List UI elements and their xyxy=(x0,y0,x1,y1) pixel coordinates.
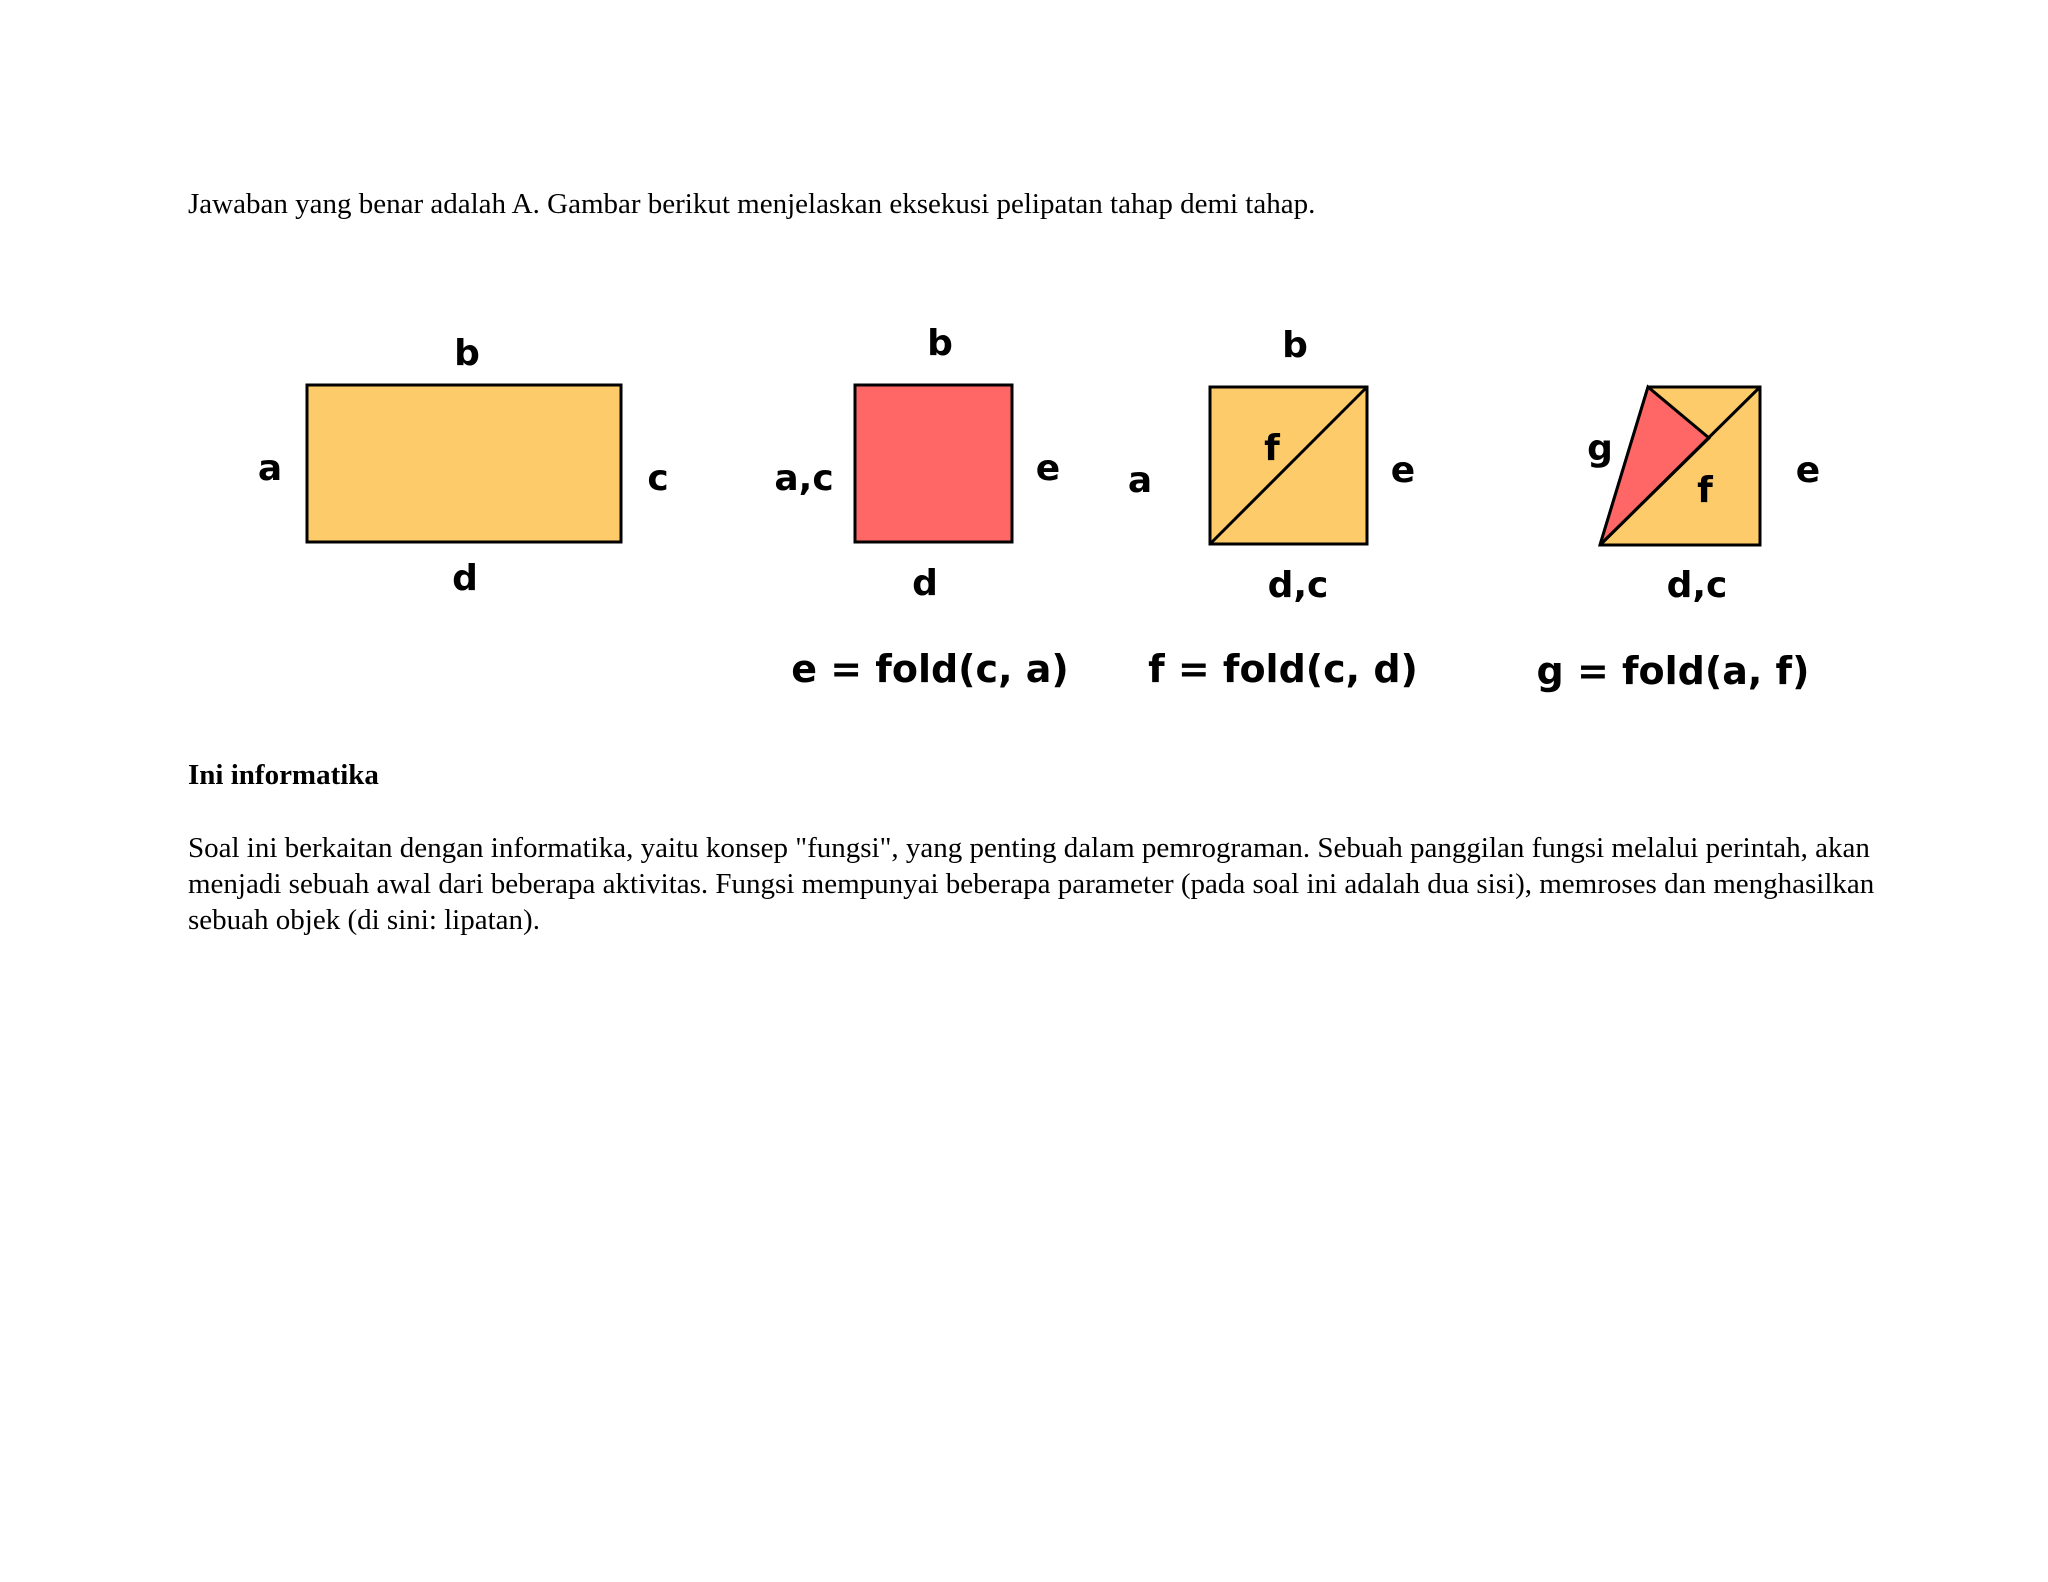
step2-formula: e = fold(c, a) xyxy=(791,647,1069,691)
step3-label-top: b xyxy=(1282,325,1308,366)
step1-label-bottom: d xyxy=(452,558,478,599)
step2-paper xyxy=(855,385,1012,542)
step4-label-inner: f xyxy=(1697,470,1713,511)
step1-label-top: b xyxy=(454,333,480,374)
step4-label-right: e xyxy=(1795,450,1821,491)
step3-label-left: a xyxy=(1127,460,1153,501)
step1-rectangle xyxy=(258,333,669,599)
step3-label-right: e xyxy=(1390,450,1416,491)
step3-label-inner: f xyxy=(1264,428,1280,469)
step3-square xyxy=(1128,325,1418,691)
step2-square xyxy=(774,323,1068,691)
step2-label-right: e xyxy=(1035,448,1061,489)
folding-steps-figure xyxy=(0,0,2048,760)
step3-label-bottom: d,c xyxy=(1267,565,1329,606)
step2-label-top: b xyxy=(927,323,953,364)
step1-label-left: a xyxy=(257,448,283,489)
section-body: Soal ini berkaitan dengan informatika, yaitu konsep "fungsi", yang penting dalam pemrograman. Sebuah panggilan fungsi melalui perintah, akan menjadi sebuah awal dari beberapa aktivitas. Fungsi mempunyai beberapa parameter (pada soal ini adalah dua sisi), memroses dan menghasilkan sebuah objek (di sini: lipatan). xyxy=(188,832,1875,936)
step4-formula: g = fold(a, f) xyxy=(1536,649,1810,693)
intro-text: Jawaban yang benar adalah A. Gambar berikut menjelaskan eksekusi pelipatan tahap demi tahap. xyxy=(188,188,1316,220)
step4-square xyxy=(1537,387,1821,693)
step3-formula: f = fold(c, d) xyxy=(1148,647,1418,691)
step1-label-right: c xyxy=(647,458,669,499)
step4-label-bottom: d,c xyxy=(1666,565,1728,606)
section-heading: Ini informatika xyxy=(188,759,379,791)
step2-label-left: a,c xyxy=(774,458,834,499)
step1-paper xyxy=(307,385,621,542)
step4-label-left: g xyxy=(1587,428,1613,469)
step2-label-bottom: d xyxy=(912,563,938,604)
